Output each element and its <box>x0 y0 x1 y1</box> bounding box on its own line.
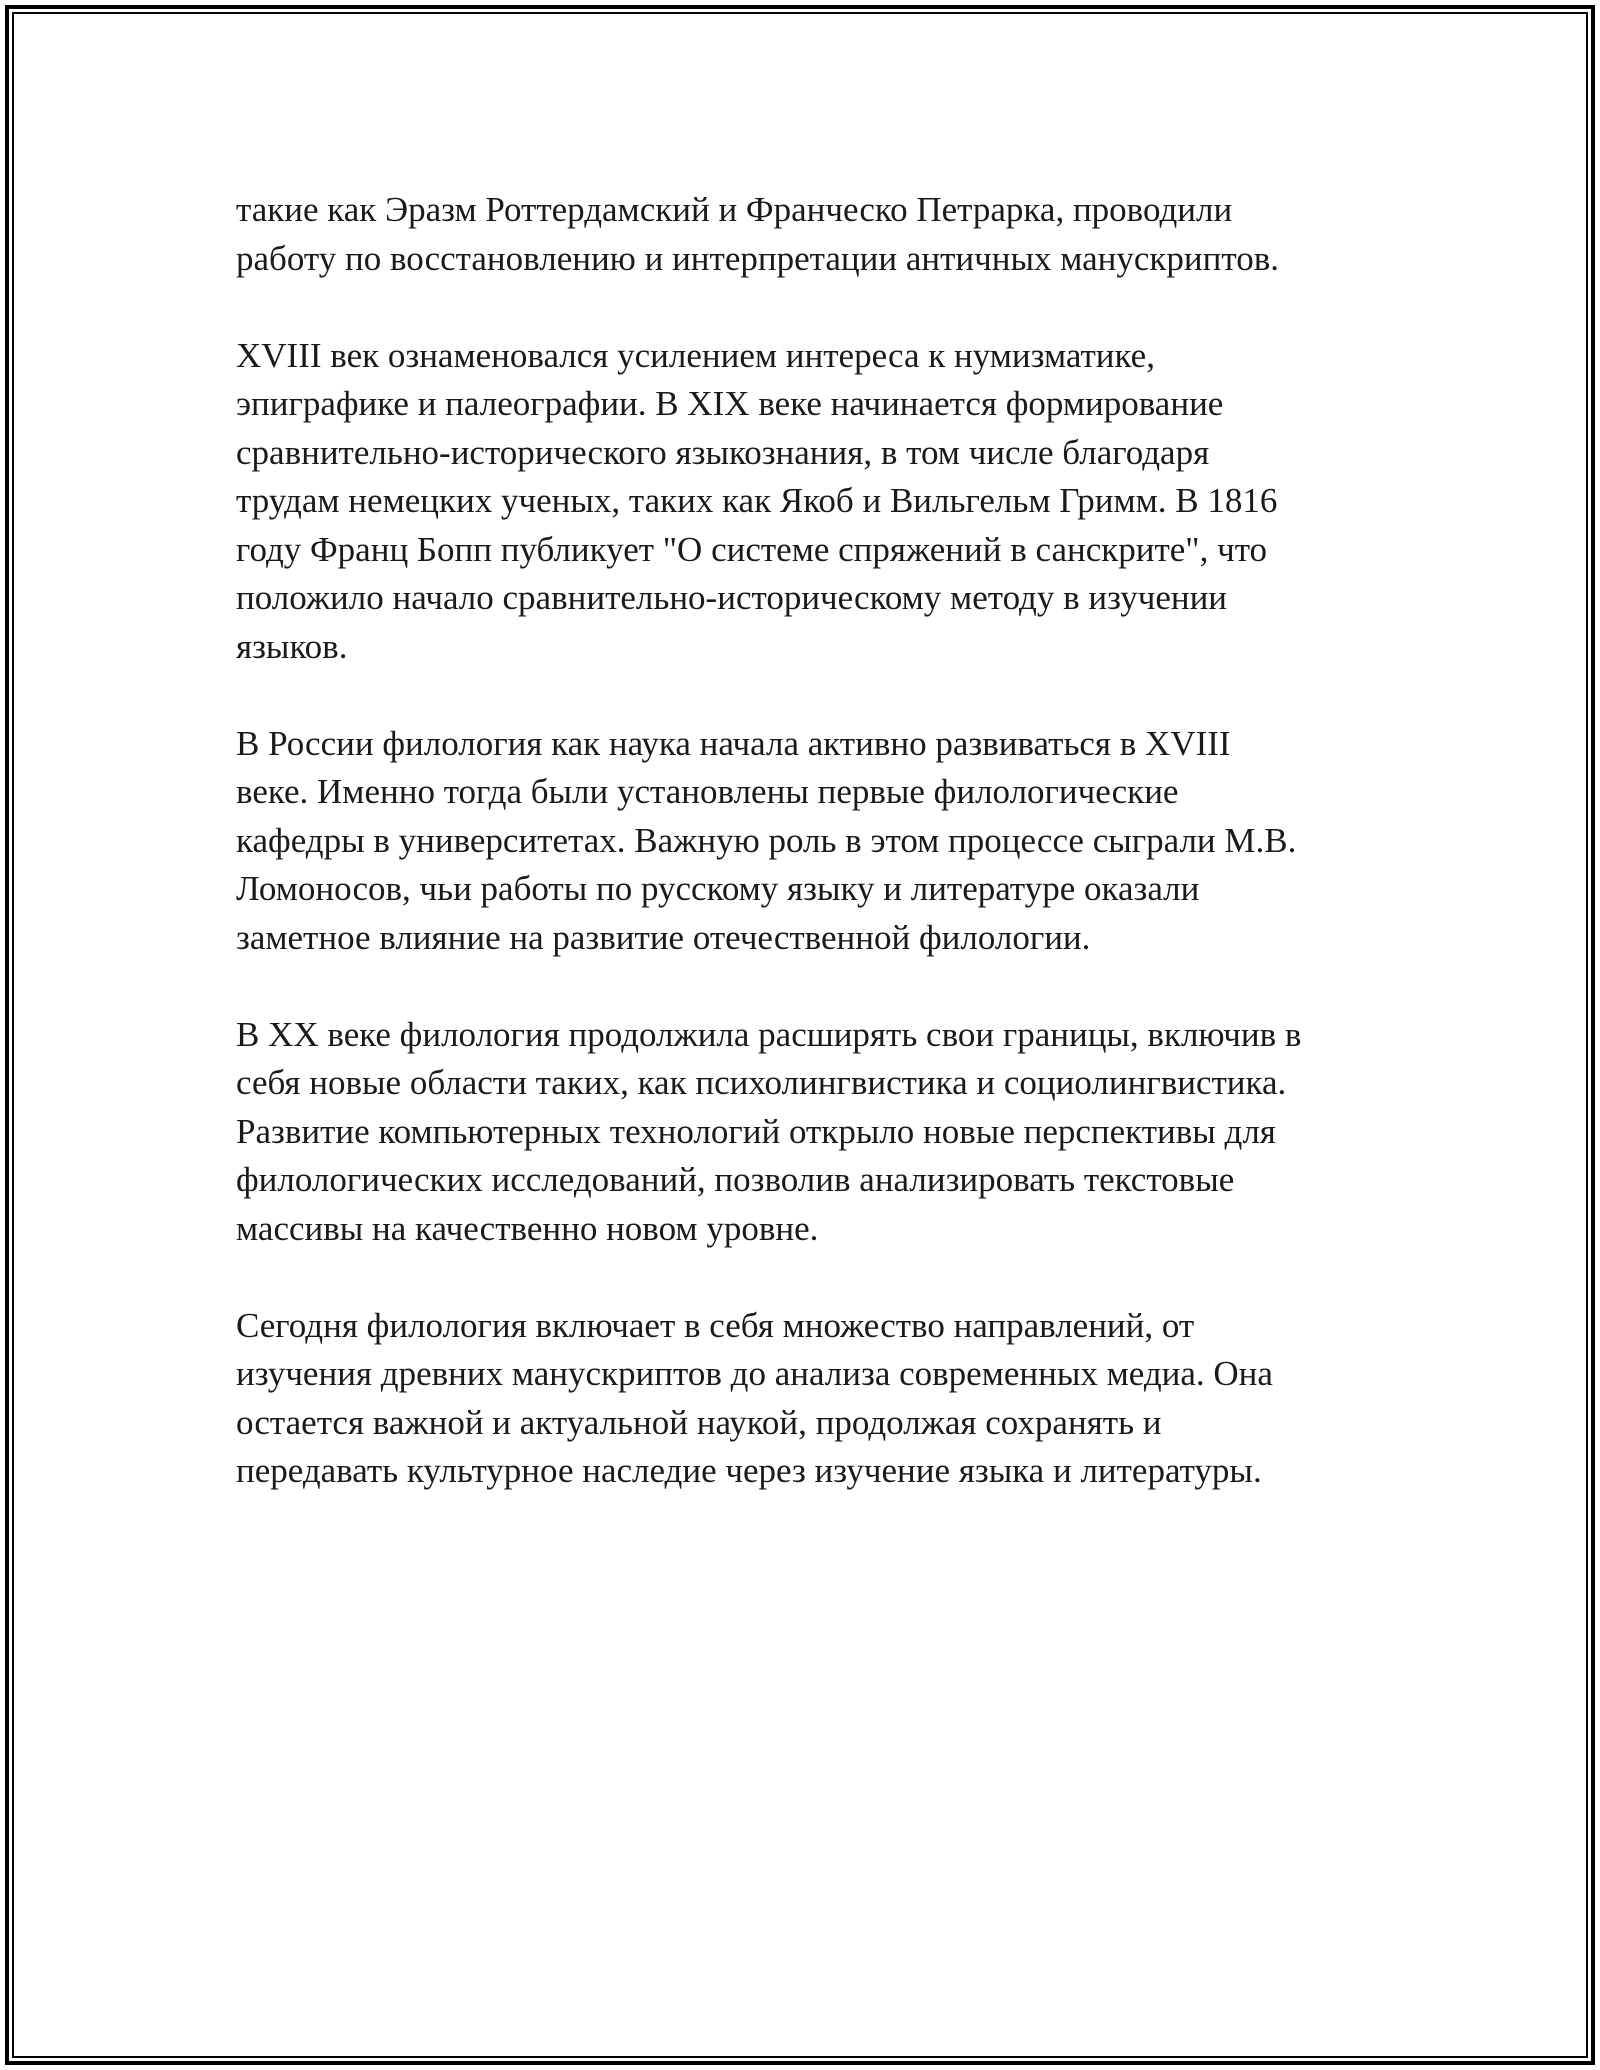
text-line: такие как Эразм Роттердамский и Франческо Петрарка, проводили <box>236 190 1233 229</box>
text-line: работу по восстановлению и интерпретации античных манускриптов. <box>236 238 1279 278</box>
text-line: языков. <box>236 626 348 666</box>
text-line: изучения древних манускриптов до анализа современных медиа. Она <box>236 1354 1273 1393</box>
text-line: трудам немецких ученых, таких как Якоб и Вильгельм Гримм. В 1816 <box>236 481 1278 520</box>
text-line: кафедры в университетах. Важную роль в этом процессе сыграли М.В. <box>236 820 1297 860</box>
text-line: заметное влияние на развитие отечественной филологии. <box>236 917 1091 957</box>
text-line: Развитие компьютерных технологий открыло новые перспективы для <box>236 1111 1276 1151</box>
text-line: эпиграфике и палеографии. В XIX веке начинается формирование <box>236 384 1224 423</box>
text-line: веке. Именно тогда были установлены первые филологические <box>236 772 1179 811</box>
text-line: Ломоносов, чьи работы по русскому языку и литературе оказали <box>236 869 1200 908</box>
document-body <box>236 186 1366 1544</box>
text-line: массивы на качественно новом уровне. <box>236 1208 819 1248</box>
paragraph <box>236 186 1366 283</box>
paragraph <box>236 720 1366 963</box>
text-line: году Франц Бопп публикует "О системе спряжений в санскрите", что <box>236 529 1268 569</box>
text-line: положило начало сравнительно-историческому методу в изучении <box>236 578 1228 617</box>
text-line: себя новые области таких, как психолингвистика и социолингвистика. <box>236 1063 1287 1102</box>
text-line: остается важной и актуальной наукой, продолжая сохранять и <box>236 1402 1162 1442</box>
paragraph <box>236 332 1366 672</box>
text-line: филологических исследований, позволив анализировать текстовые <box>236 1160 1235 1199</box>
text-line: В России филология как наука начала активно развиваться в XVIII <box>236 723 1231 763</box>
text-line: В XX веке филология продолжила расширять свои границы, включив в <box>236 1014 1302 1054</box>
paragraph <box>236 1302 1366 1496</box>
text-line: Сегодня филология включает в себя множество направлений, от <box>236 1305 1195 1345</box>
text-line: передавать культурное наследие через изучение языка и литературы. <box>236 1451 1262 1490</box>
text-line: сравнительно-исторического языкознания, в том числе благодаря <box>236 432 1210 472</box>
text-line: XVIII век ознаменовался усилением интереса к нумизматике, <box>236 335 1155 375</box>
paragraph <box>236 1011 1366 1254</box>
